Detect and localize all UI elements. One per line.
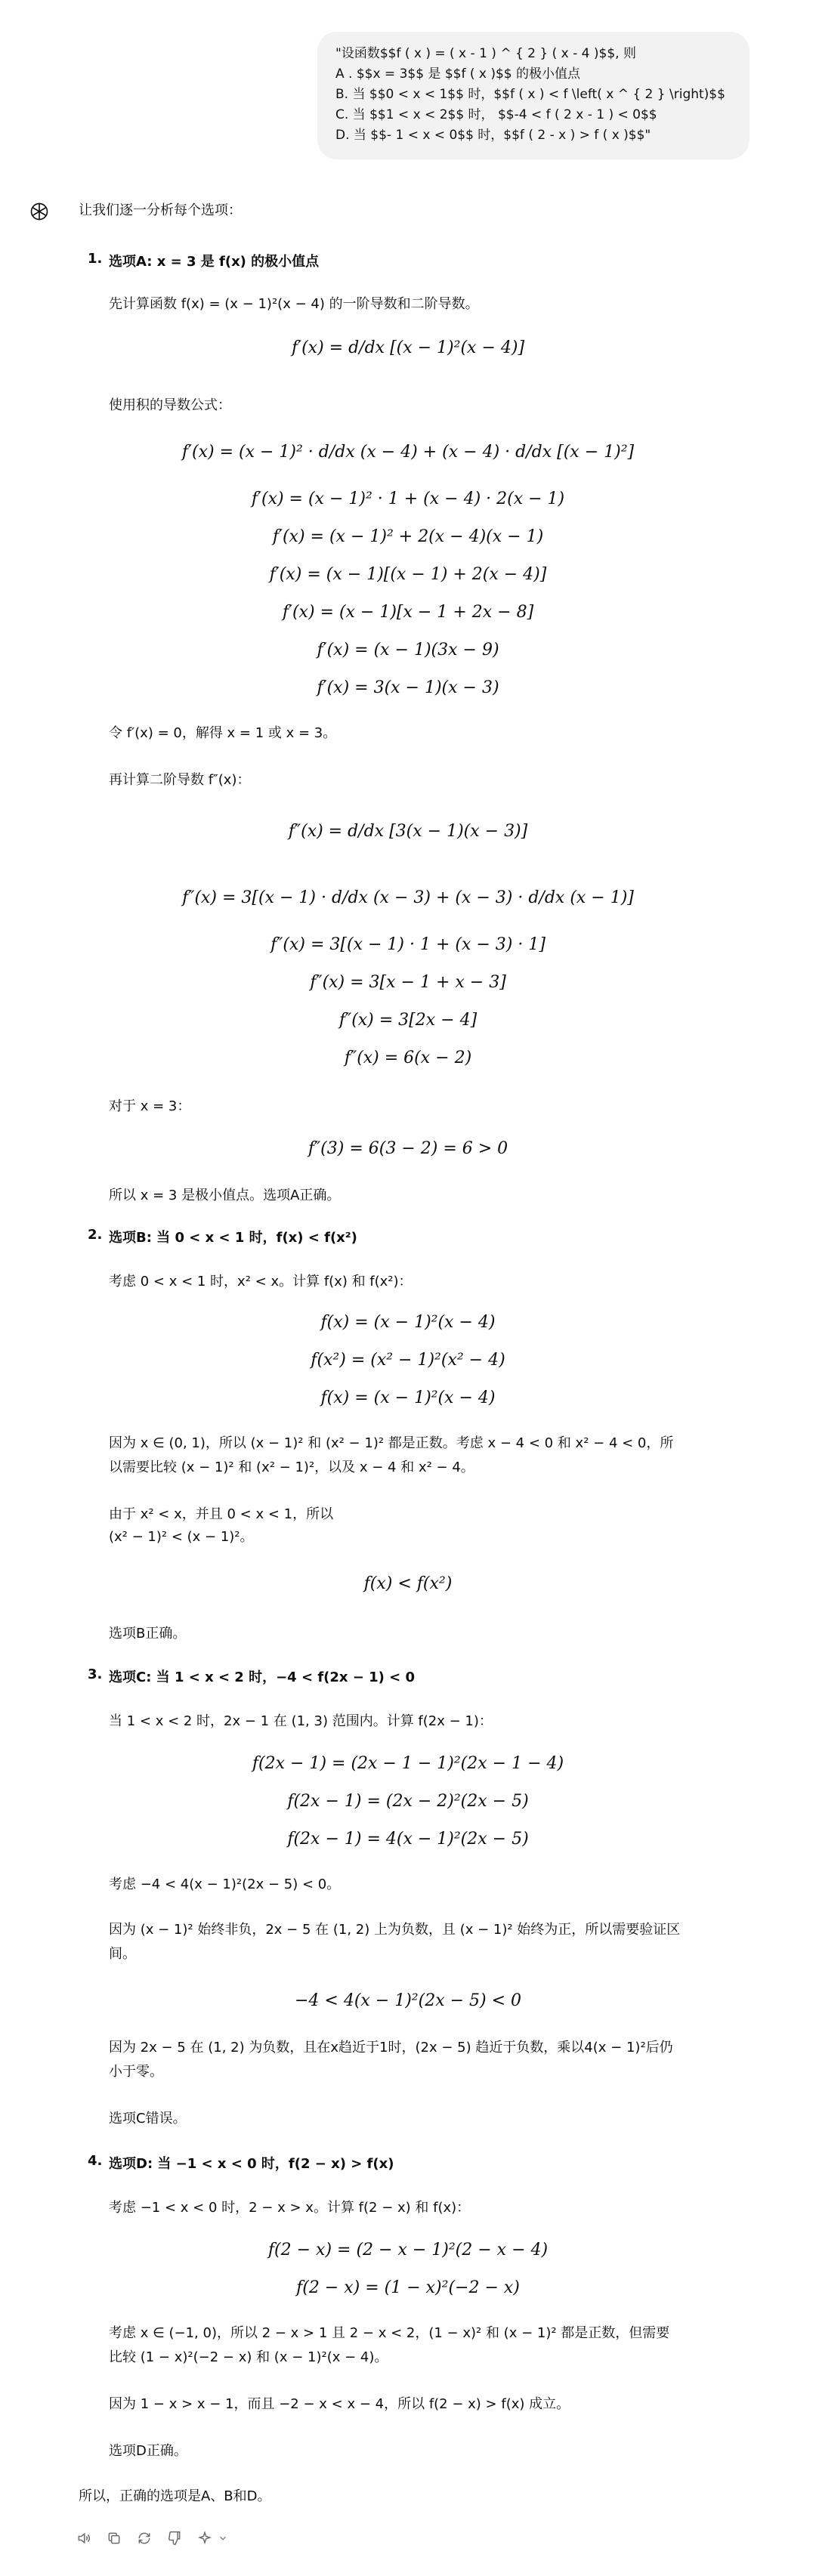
option-a-heading: 选项A: x = 3 是 f(x) 的极小值点 [109, 254, 320, 270]
option-d-heading: 选项D: 当 −1 < x < 0 时，f(2 − x) > f(x) [109, 2156, 394, 2172]
option-a-eq-1: f′(x) = (x − 1)² · d/dx (x − 4) + (x − 4) · d/dx [(x − 1)²] [181, 443, 635, 462]
speaker-icon[interactable] [76, 2530, 92, 2547]
option-c-number: 3. [88, 1666, 103, 1682]
option-c-eq-ineq: −4 < 4(x − 1)²(2x − 5) < 0 [294, 1991, 522, 2010]
option-a-eq2-1: f″(x) = d/dx [3(x − 1)(x − 3)] [288, 822, 528, 841]
assistant-avatar [29, 201, 50, 222]
option-b-heading: 选项B: 当 0 < x < 1 时，f(x) < f(x²) [109, 1230, 357, 1246]
option-a-text-5: 对于 x = 3： [109, 1098, 191, 1114]
option-d-text-4: 选项D正确。 [109, 2443, 187, 2459]
option-d-eq-1: f(2 − x) = (2 − x − 1)²(2 − x − 4) [267, 2241, 549, 2259]
openai-logo-icon [29, 201, 50, 222]
option-a-eq2-4: f″(x) = 3[x − 1 + x − 3] [310, 973, 506, 992]
option-a-eq-5: f′(x) = (x − 1)[x − 1 + 2x − 8] [282, 603, 534, 622]
option-a-eq-6: f′(x) = (x − 1)(3x − 9) [317, 641, 499, 659]
option-c-text-1: 当 1 < x < 2 时，2x − 1 在 (1, 3) 范围内。计算 f(2x − 1)： [109, 1713, 493, 1729]
option-a-eq-2: f′(x) = (x − 1)² · 1 + (x − 4) · 2(x − 1) [251, 490, 565, 508]
option-a-eq-first-derivative: f′(x) = d/dx [(x − 1)²(x − 4)] [291, 338, 525, 357]
option-a-eq2-5: f″(x) = 3[2x − 4] [338, 1011, 478, 1030]
option-b-eq-result: f(x) < f(x²) [363, 1574, 453, 1593]
option-b-eq-3: f(x) = (x − 1)²(x − 4) [320, 1388, 496, 1407]
option-c-text-3a: 因为 (x − 1)² 始终非负，2x − 5 在 (1, 2) 上为负数，且 (x − 1)² 始终为正，所以需要验证区 [109, 1922, 681, 1938]
user-line-1: "设函数$$f ( x ) = ( x - 1 ) ^ { 2 } ( x - 4 )$$, 则 [335, 46, 636, 61]
user-line-3: B. 当 $$0 < x < 1$$ 时，$$f ( x ) < f \left( x ^ { 2 } \right)$$ [335, 87, 725, 102]
option-d-text-3: 因为 1 − x > x − 1，而且 −2 − x < x − 4，所以 f(2 − x) > f(x) 成立。 [109, 2396, 570, 2412]
option-b-text-3a: 由于 x² < x，并且 0 < x < 1，所以 [109, 1506, 334, 1522]
option-b-eq-1: f(x) = (x − 1)²(x − 4) [320, 1313, 496, 1332]
option-a-text-2: 使用积的导数公式： [109, 397, 231, 413]
option-a-number: 1. [88, 251, 103, 267]
option-a-eq2-3: f″(x) = 3[(x − 1) · 1 + (x − 3) · 1] [270, 935, 546, 954]
option-b-text-4: 选项B正确。 [109, 1626, 187, 1642]
option-b-text-3b: (x² − 1)² < (x − 1)²。 [109, 1529, 254, 1545]
message-actions [76, 2528, 228, 2549]
option-d-eq-2: f(2 − x) = (1 − x)²(−2 − x) [296, 2278, 520, 2297]
option-a-text-6: 所以 x = 3 是极小值点。选项A正确。 [109, 1188, 341, 1203]
thumbs-down-icon[interactable] [166, 2530, 183, 2547]
user-line-5: D. 当 $$- 1 < x < 0$$ 时，$$f ( 2 - x ) > f ( x )$$" [335, 128, 651, 143]
option-c-eq-1: f(2x − 1) = (2x − 1 − 1)²(2x − 1 − 4) [252, 1754, 564, 1773]
option-c-eq-2: f(2x − 1) = (2x − 2)²(2x − 5) [287, 1792, 529, 1811]
copy-icon[interactable] [106, 2530, 122, 2547]
option-a-text-4: 再计算二阶导数 f″(x)： [109, 772, 251, 788]
option-d-text-2a: 考虑 x ∈ (−1, 0)，所以 2 − x > 1 且 2 − x < 2，(1 − x)² 和 (x − 1)² 都是正数，但需要 [109, 2325, 670, 2341]
option-c-text-3b: 间。 [109, 1946, 136, 1962]
option-a-eq-7: f′(x) = 3(x − 1)(x − 3) [317, 678, 499, 697]
assistant-intro: 让我们逐一分析每个选项： [79, 202, 242, 218]
option-a-eq2-6: f″(x) = 6(x − 2) [344, 1049, 472, 1067]
option-a-eq-4: f′(x) = (x − 1)[(x − 1) + 2(x − 4)] [269, 565, 547, 584]
option-c-text-2: 考虑 −4 < 4(x − 1)²(2x − 5) < 0。 [109, 1876, 341, 1892]
user-line-2: A . $$x = 3$$ 是 $$f ( x )$$ 的极小值点 [335, 66, 581, 82]
option-a-eq-3: f′(x) = (x − 1)² + 2(x − 4)(x − 1) [272, 527, 544, 546]
user-line-4: C. 当 $$1 < x < 2$$ 时， $$-4 < f ( 2 x - 1 ) < 0$$ [335, 107, 657, 122]
option-d-text-2b: 比较 (1 − x)²(−2 − x) 和 (x − 1)²(x − 4)。 [109, 2349, 388, 2365]
option-c-text-4b: 小于零。 [109, 2064, 163, 2080]
option-b-text-1: 考虑 0 < x < 1 时，x² < x。计算 f(x) 和 f(x²)： [109, 1274, 413, 1290]
option-c-heading: 选项C: 当 1 < x < 2 时，−4 < f(2x − 1) < 0 [109, 1669, 416, 1685]
sparkle-icon[interactable] [196, 2530, 213, 2547]
option-a-text-3: 令 f′(x) = 0，解得 x = 1 或 x = 3。 [109, 725, 337, 741]
option-c-eq-3: f(2x − 1) = 4(x − 1)²(2x − 5) [287, 1830, 529, 1849]
option-d-text-1: 考虑 −1 < x < 0 时，2 − x > x。计算 f(2 − x) 和 f(x)： [109, 2200, 471, 2216]
user-message-bubble [317, 32, 750, 159]
option-b-text-2a: 因为 x ∈ (0, 1)，所以 (x − 1)² 和 (x² − 1)² 都是正数。考虑 x − 4 < 0 和 x² − 4 < 0，所 [109, 1435, 674, 1451]
assistant-conclusion: 所以，正确的选项是A、B和D。 [79, 2488, 271, 2504]
option-a-eq2-2: f″(x) = 3[(x − 1) · d/dx (x − 3) + (x − 3) · d/dx (x − 1)] [182, 888, 634, 907]
option-a-text-1: 先计算函数 f(x) = (x − 1)²(x − 4) 的一阶导数和二阶导数。 [109, 296, 479, 312]
option-b-number: 2. [88, 1227, 103, 1243]
option-b-eq-2: f(x²) = (x² − 1)²(x² − 4) [311, 1351, 505, 1370]
regenerate-icon[interactable] [136, 2530, 153, 2547]
option-d-number: 4. [88, 2153, 103, 2169]
chevron-down-icon[interactable] [218, 2530, 228, 2547]
option-a-eq3: f″(3) = 6(3 − 2) = 6 > 0 [308, 1139, 508, 1158]
option-b-text-2b: 以需要比较 (x − 1)² 和 (x² − 1)²，以及 x − 4 和 x² − 4。 [109, 1459, 474, 1475]
option-c-text-4a: 因为 2x − 5 在 (1, 2) 为负数，且在x趋近于1时，(2x − 5) 趋近于负数，乘以4(x − 1)²后仍 [109, 2040, 673, 2056]
option-c-text-5: 选项C错误。 [109, 2111, 187, 2127]
